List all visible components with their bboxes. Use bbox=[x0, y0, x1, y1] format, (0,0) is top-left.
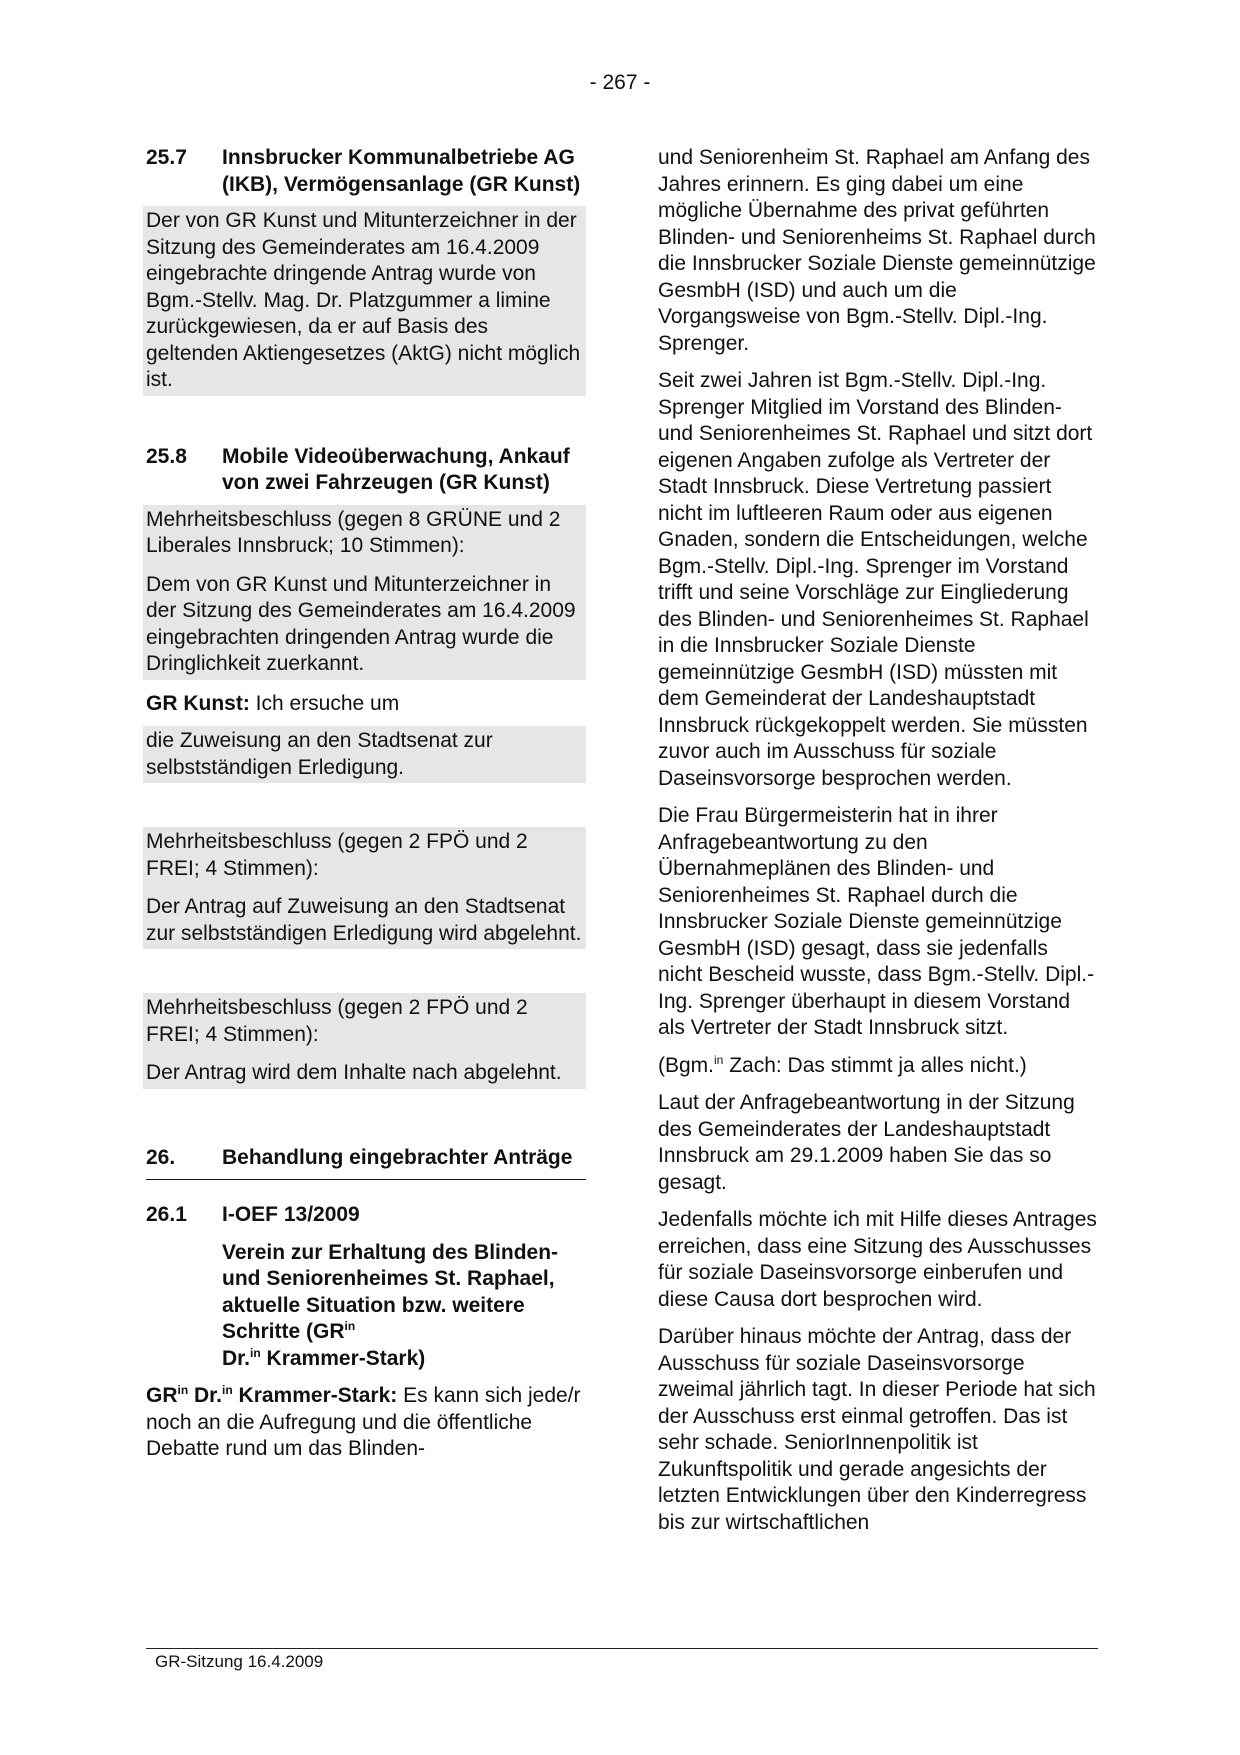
decision-text: Mehrheitsbeschluss (gegen 8 GRÜNE und 2 Liberales Innsbruck; 10 Stimmen): bbox=[146, 507, 561, 557]
section-number: 25.8 bbox=[146, 444, 187, 468]
speaker: GR Kunst: bbox=[146, 691, 250, 715]
speech-text: Ich ersuche um bbox=[249, 691, 400, 715]
section-number: 26.1 bbox=[146, 1203, 187, 1226]
speech bbox=[146, 691, 586, 718]
section-number: 26. bbox=[146, 1145, 176, 1169]
section-26-heading bbox=[146, 1145, 586, 1172]
section-divider bbox=[146, 1179, 586, 1180]
paragraph: Darüber hinaus möchte der Antrag, dass der Ausschuss für soziale Daseinsvorsorge zweimal jährlich tagt. In dieser Periode hat sich der Ausschuss erst einmal getroffen. Das ist sehr schade. SeniorInnenpolitik ist Zukunftspolitik und gerade angesichts der letzten Entwicklungen über den Kinderregress bis zur wirtschaftlichen bbox=[658, 1325, 1096, 1534]
section-title: I-OEF 13/2009 bbox=[222, 1203, 360, 1226]
decision-text: Der von GR Kunst und Mitunterzeichner in der Sitzung des Gemeinderates am 16.4.2009 eingebrachte dringende Antrag wurde von Bgm.-Stellv. Mag. Dr. Platzgummer a limine zurückgewiesen, da er auf Basis des geltenden Aktiengesetzes (AktG) nicht möglich ist. bbox=[146, 209, 581, 391]
section-25-8-heading bbox=[146, 444, 586, 497]
speech-text: Es kann sich jede/r noch an die Aufregung und die öffentliche Debatte rund um das Blinden- bbox=[146, 1384, 581, 1460]
section-title: Mobile Videoüberwachung, Ankauf von zwei Fahrzeugen (GR Kunst) bbox=[222, 444, 570, 494]
right-column bbox=[658, 145, 1098, 1536]
paragraph: Seit zwei Jahren ist Bgm.-Stellv. Dipl.-Ing. Sprenger Mitglied im Vorstand des Blinden- und Seniorenheimes St. Raphael und sitzt dort eigenen Angaben zufolge als Vertreter der Stadt Innsbruck. Diese Vertretung passiert nicht im luftleeren Raum oder aus eigenen Gnaden, sondern die Entscheidungen, welche Bgm.-Stellv. Dipl.-Ing. Sprenger im Vorstand trifft und seine Vorschläge zur Eingliederung des Blinden- und Seniorenheimes St. Raphael in die Innsbrucker Soziale Dienste gemeinnützige GesmbH (ISD) müssten mit dem Gemeinderat der Landeshauptstadt Innsbruck rückgekoppelt werden. Sie müssten zuvor auch im Ausschuss für soziale Daseinsvorsorge besprochen werden. bbox=[658, 369, 1093, 790]
section-number: 25.7 bbox=[146, 146, 187, 169]
speech bbox=[146, 1383, 586, 1463]
decision-box bbox=[143, 993, 586, 1089]
speaker: $GR^{in}$ Dr.$^{in}$ Krammer-Stark: bbox=[146, 1383, 398, 1407]
decision-text: Mehrheitsbeschluss (gegen 2 FPÖ und 2 FREI; 4 Stimmen): bbox=[146, 830, 528, 880]
decision-text: Dem von GR Kunst und Mitunterzeichner in der Sitzung des Gemeinderates am 16.4.2009 eingebrachten dringenden Antrag wurde die Dringlichkeit zuerkannt. bbox=[146, 572, 576, 675]
page-number: - 267 - bbox=[589, 71, 651, 94]
section-title: Behandlung eingebrachter Anträge bbox=[222, 1145, 573, 1169]
decision-box bbox=[143, 505, 586, 680]
left-column bbox=[146, 145, 586, 1463]
paragraph: Die Frau Bürgermeisterin hat in ihrer Anfragebeantwortung zu den Übernahmeplänen des Blinden- und Seniorenheimes St. Raphael durch die Innsbrucker Soziale Dienste gemeinnützige GesmbH (ISD) gesagt, dass sie jedenfalls nicht Bescheid wusste, dass Bgm.-Stellv. Dipl.-Ing. Sprenger überhaupt in diesem Vorstand als Vertreter der Stadt Innsbruck sitzt. bbox=[658, 804, 1095, 1039]
footer-divider bbox=[146, 1648, 1098, 1649]
paragraph: Laut der Anfragebeantwortung in der Sitzung des Gemeinderates der Landeshauptstadt Innsbruck am 29.1.2009 haben Sie das so gesagt. bbox=[658, 1091, 1075, 1194]
paragraph: Jedenfalls möchte ich mit Hilfe dieses Antrages erreichen, dass eine Sitzung des Ausschusses für soziale Daseinsvorsorge einberufen und diese Causa dort besprochen wird. bbox=[658, 1208, 1097, 1311]
decision-text: Der Antrag auf Zuweisung an den Stadtsenat zur selbstständigen Erledigung wird abgelehnt. bbox=[146, 895, 582, 945]
motion-box bbox=[143, 726, 586, 783]
section-25-7-heading bbox=[146, 145, 586, 198]
footer-text: GR-Sitzung 16.4.2009 bbox=[155, 1652, 324, 1671]
motion-text: die Zuweisung an den Stadtsenat zur selbstständigen Erledigung. bbox=[146, 729, 493, 779]
section-title: Innsbrucker Kommunalbetriebe AG (IKB), Vermögensanlage (GR Kunst) bbox=[222, 146, 581, 196]
interjection: (Bgm.$^{in}$ Zach: Das stimmt ja alles nicht.) bbox=[658, 1052, 1027, 1077]
paragraph: und Seniorenheim St. Raphael am Anfang des Jahres erinnern. Es ging dabei um eine mögliche Übernahme des privat geführten Blinden- und Seniorenheims St. Raphael durch die Innsbrucker Soziale Dienste gemeinnützige GesmbH (ISD) und auch um die Vorgangsweise von Bgm.-Stellv. Dipl.-Ing. Sprenger. bbox=[658, 146, 1096, 355]
decision-box bbox=[143, 827, 586, 949]
decision-box bbox=[143, 206, 586, 396]
section-26-1-heading bbox=[146, 1202, 586, 1229]
decision-text: Mehrheitsbeschluss (gegen 2 FPÖ und 2 FREI; 4 Stimmen): bbox=[146, 996, 528, 1046]
decision-text: Der Antrag wird dem Inhalte nach abgelehnt. bbox=[146, 1061, 562, 1084]
motion-subject: Verein zur Erhaltung des Blinden- und Seniorenheimes St. Raphael, aktuelle Situation bzw. weitere Schritte ($GR^{in}$ Dr.$^{in}$ Krammer-Stark) bbox=[222, 1240, 559, 1370]
